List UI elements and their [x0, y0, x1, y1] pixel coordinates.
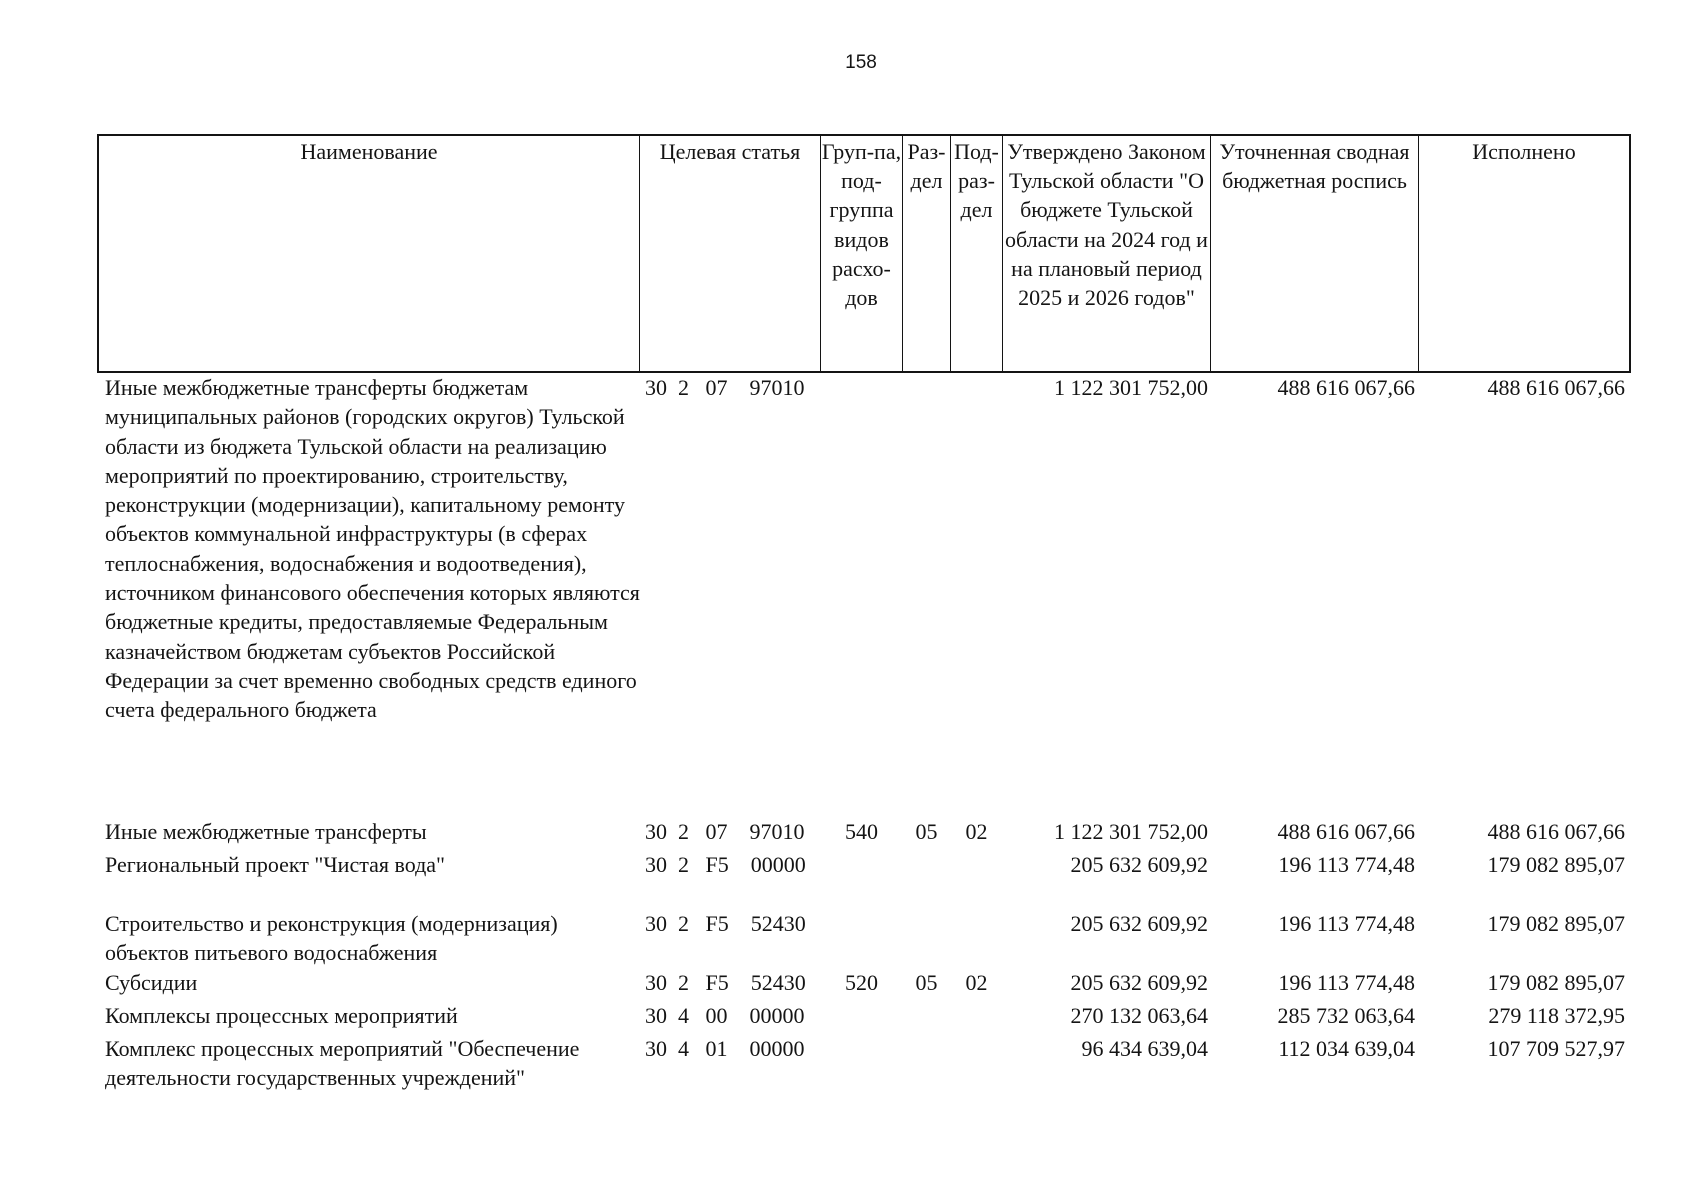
row-approved: 1 122 301 752,00 [1054, 375, 1208, 400]
header-group: Груп-па, под-группа видов расхо-дов [821, 139, 902, 311]
row-approved: 270 132 063,64 [1070, 1003, 1208, 1028]
row-target-code: 30 2 F5 00000 [645, 852, 806, 877]
row-group: 520 [845, 970, 878, 995]
row-approved: 205 632 609,92 [1070, 911, 1208, 936]
row-refined: 285 732 063,64 [1277, 1003, 1415, 1028]
row-name: Строительство и реконструкция (модернизация) объектов питьевого водоснабжения [105, 911, 558, 966]
row-executed: 179 082 895,07 [1487, 970, 1625, 995]
header-section: Раз-дел [907, 139, 946, 194]
header-name: Наименование [300, 139, 438, 164]
row-name: Иные межбюджетные трансферты [105, 819, 427, 844]
row-target-code: 30 2 07 97010 [645, 375, 805, 400]
row-name: Комплекс процессных мероприятий "Обеспечение деятельности государственных учреждений" [105, 1036, 580, 1091]
header-right-border [1629, 134, 1631, 373]
row-target-code: 30 4 00 00000 [645, 1003, 805, 1028]
row-refined: 196 113 774,48 [1278, 911, 1415, 936]
header-approved: Утверждено Законом Тульской области "О бюджете Тульской области на 2024 год и на плановый период 2025 и 2026 годов" [1005, 139, 1208, 311]
header-refined: Уточненная сводная бюджетная роспись [1219, 139, 1410, 194]
row-subsection: 02 [965, 819, 988, 844]
row-name: Комплексы процессных мероприятий [105, 1003, 458, 1028]
row-executed: 279 118 372,95 [1488, 1003, 1625, 1028]
header-target: Целевая статья [659, 139, 801, 164]
row-refined: 488 616 067,66 [1277, 375, 1415, 400]
row-executed: 488 616 067,66 [1487, 375, 1625, 400]
row-approved: 1 122 301 752,00 [1054, 819, 1208, 844]
row-executed: 179 082 895,07 [1487, 852, 1625, 877]
row-target-code: 30 4 01 00000 [645, 1036, 805, 1061]
row-approved: 205 632 609,92 [1070, 852, 1208, 877]
row-refined: 196 113 774,48 [1278, 970, 1415, 995]
row-executed: 107 709 527,97 [1487, 1036, 1625, 1061]
row-approved: 205 632 609,92 [1070, 970, 1208, 995]
header-executed: Исполнено [1472, 139, 1576, 164]
row-executed: 488 616 067,66 [1487, 819, 1625, 844]
row-group: 540 [845, 819, 878, 844]
row-section: 05 [915, 970, 938, 995]
row-target-code: 30 2 F5 52430 [645, 911, 806, 936]
row-name: Иные межбюджетные трансферты бюджетам муниципальных районов (городских округов) Тульской области из бюджета Тульской области на реализацию мероприятий по проектированию, строительству, реконструкции (модернизации), капитальному ремонту объектов коммунальной инфраструктуры (в сферах теплоснабжения, водоснабжения и водоотведения), источником финансового обеспечения которых являются бюджетные кредиты, предоставляемые Федеральным казначейством бюджетам субъектов Российской Федерации за счет временно свободных средств единого счета федерального бюджета [105, 375, 640, 723]
header-subsection: Под-раз-дел [954, 139, 999, 223]
row-target-code: 30 2 F5 52430 [645, 970, 806, 995]
row-subsection: 02 [965, 970, 988, 995]
row-refined: 488 616 067,66 [1277, 819, 1415, 844]
row-target-code: 30 2 07 97010 [645, 819, 805, 844]
row-name: Региональный проект "Чистая вода" [105, 852, 446, 877]
row-name: Субсидии [105, 970, 198, 995]
page-number: 158 [845, 52, 877, 73]
row-refined: 112 034 639,04 [1278, 1036, 1415, 1061]
row-section: 05 [915, 819, 938, 844]
row-executed: 179 082 895,07 [1487, 911, 1625, 936]
row-refined: 196 113 774,48 [1278, 852, 1415, 877]
row-approved: 96 434 639,04 [1081, 1036, 1208, 1061]
